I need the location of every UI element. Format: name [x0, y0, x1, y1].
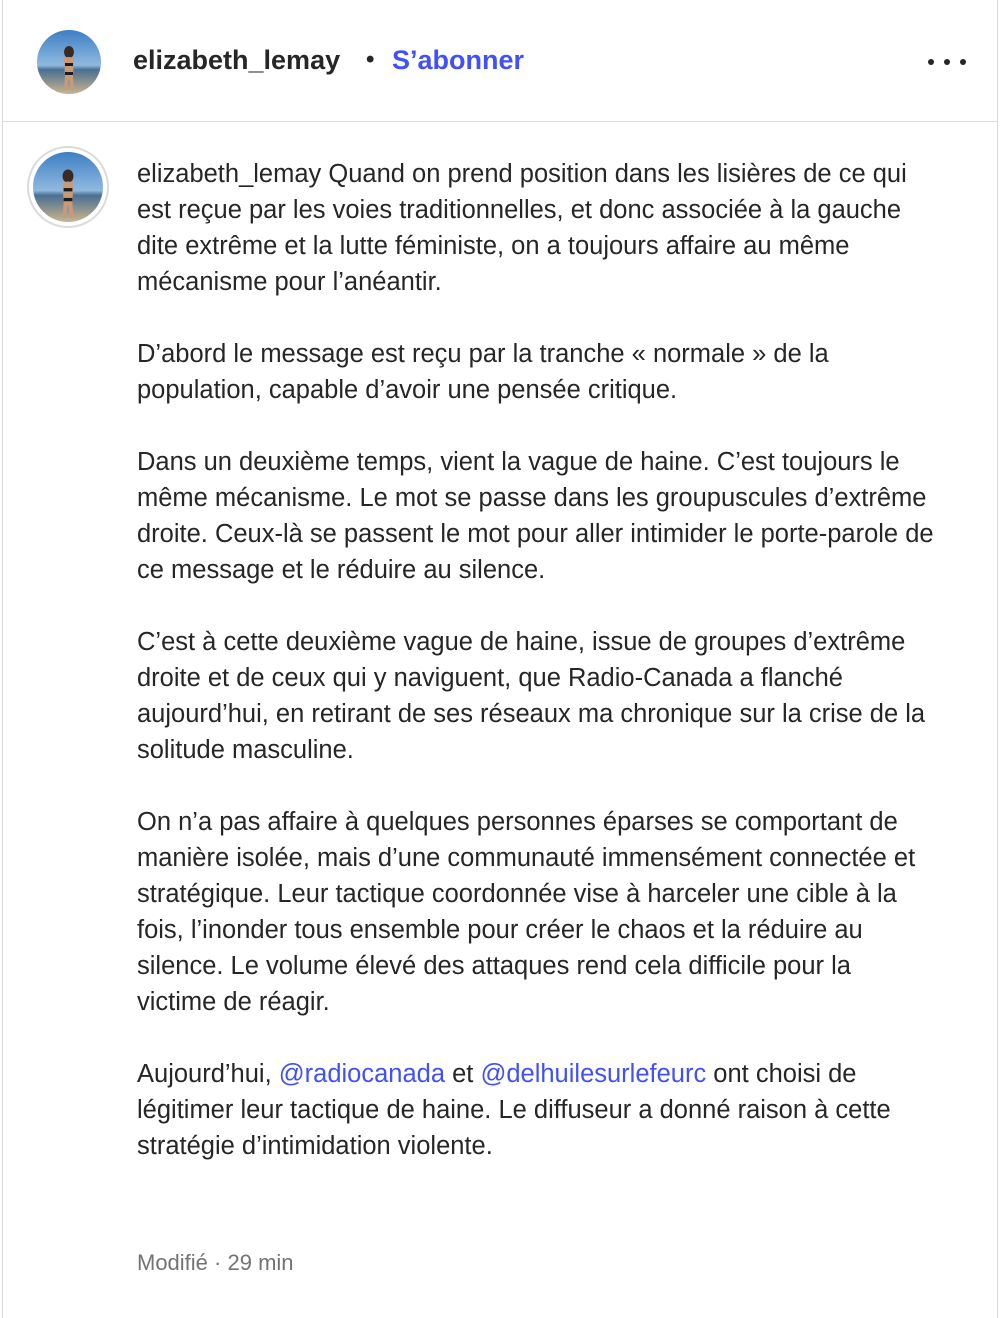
edited-label: Modifié	[137, 1250, 208, 1275]
meta-separator: ·	[207, 1250, 228, 1275]
post-frame	[2, 0, 998, 1318]
follow-button[interactable]: S’abonner	[392, 45, 525, 75]
header-avatar[interactable]	[37, 30, 101, 94]
comment-meta	[137, 1248, 294, 1278]
more-options-icon[interactable]	[925, 48, 969, 76]
comment-avatar-ring	[27, 146, 109, 228]
mention-link[interactable]: @radiocanada	[278, 1060, 446, 1088]
comment-text: Quand on prend position dans les lisières de ce qui est reçue par les voies traditionnelles, et donc associée à la gauche dite extrême et la lutte féministe, on a toujours affaire au même mécanisme pour l’anéantir.	[137, 160, 907, 296]
comment-paragraph	[137, 1056, 937, 1164]
comment-paragraph	[137, 156, 937, 300]
mention-link[interactable]: @delhuilesurlefeurc	[480, 1060, 707, 1088]
comment-avatar[interactable]	[33, 152, 103, 222]
timestamp[interactable]: 29 min	[227, 1250, 294, 1275]
more-dot	[944, 59, 950, 65]
more-dot	[960, 59, 966, 65]
comment-text: Aujourd’hui,	[137, 1060, 279, 1088]
comment-paragraph: D’abord le message est reçu par la tranche « normale » de la population, capable d’avoir une pensée critique.	[137, 340, 829, 404]
comment-paragraph: Dans un deuxième temps, vient la vague de haine. C’est toujours le même mécanisme. Le mot se passe dans les groupuscules d’extrême droite. Ceux-là se passent le mot pour aller intimider le porte-parole de ce message et le réduire au silence.	[137, 448, 934, 584]
header-username[interactable]: elizabeth_lemay	[133, 45, 341, 75]
comment-username[interactable]: elizabeth_lemay	[137, 160, 322, 188]
post-header	[3, 0, 997, 122]
comment-paragraph: C’est à cette deuxième vague de haine, issue de groupes d’extrême droite et de ceux qui y naviguent, que Radio-Canada a flanché aujourd’hui, en retirant de ses réseaux ma chronique sur la crise de la solitude masculine.	[137, 628, 926, 764]
header-separator: •	[366, 46, 375, 73]
comment-text: et	[445, 1060, 481, 1088]
more-dot	[928, 59, 934, 65]
comment-text: ont choisi de légitimer leur tactique de haine. Le diffuseur a donné raison à cette stratégie d’intimidation violente.	[137, 1060, 891, 1160]
comment-paragraph: On n’a pas affaire à quelques personnes éparses se comportant de manière isolée, mais d’une communauté immensément connectée et stratégique. Leur tactique coordonnée vise à harceler une cible à la fois, l’inonder tous ensemble pour créer le chaos et la réduire au silence. Le volume élevé des attaques rend cela difficile pour la victime de réagir.	[137, 808, 916, 1016]
comment-body	[137, 156, 937, 1164]
